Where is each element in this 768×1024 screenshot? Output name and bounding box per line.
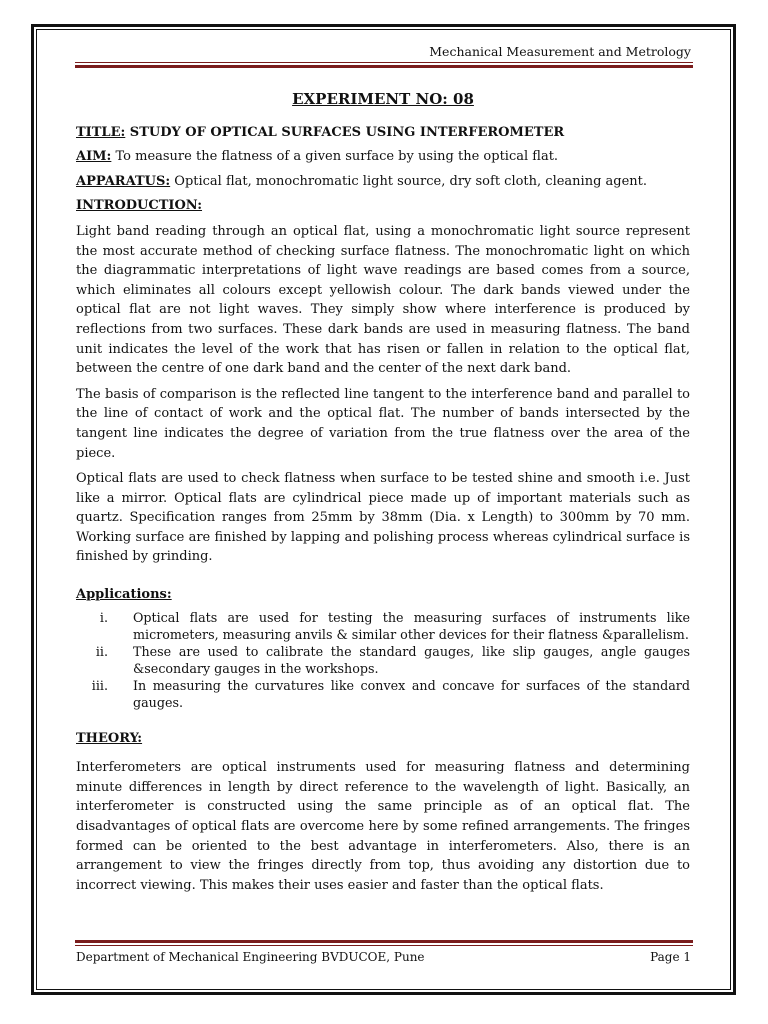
list-item-number: iii.: [91, 677, 108, 693]
list-item-text: In measuring the curvatures like convex and concave for surfaces of the standard gauges.: [133, 677, 690, 710]
theory-paragraph: Interferometers are optical instruments used for measuring flatness and determining minute differences in length by direct reference to the wavelength of light. Basically, an interferometer is constructed using the same principle as of an optical flat. The disadvantages of optical flats are overcome here by some refined arrangements. The fringes formed can be oriented to the best advantage in interferometers. Also, there is an arrangement to view the fringes directly from top, thus avoiding any distortion due to incorrect viewing. This makes their uses easier and faster than the optical flats.: [76, 760, 690, 893]
title-label: TITLE:: [76, 124, 126, 140]
header-title: Mechanical Measurement and Metrology: [429, 44, 691, 59]
list-item: [76, 643, 690, 677]
footer-page-number: Page 1: [650, 950, 691, 964]
introduction-paragraph-2: The basis of comparison is the reflected line tangent to the interference band and parallel to the line of contact of work and the optical flat. The number of bands intersected by the tangent line indicates the degree of variation from the true flatness over the area of the piece.: [76, 386, 690, 461]
theory-heading: THEORY:: [76, 730, 143, 746]
apparatus-text: Optical flat, monochromatic light source, dry soft cloth, cleaning agent.: [170, 173, 648, 189]
list-item: [76, 677, 690, 711]
title-line: [76, 123, 690, 143]
introduction-paragraph-1: Light band reading through an optical flat, using a monochromatic light source represent the most accurate method of checking surface flatness. The monochromatic light on which the diagrammatic interpretations of light wave readings are based comes from a source, which eliminates all colours except yellowish colour. The dark bands viewed under the optical flat are not light waves. They simply show where interference is produced by reflections from two surfaces. These dark bands are used in measuring flatness. The band unit indicates the level of the work that has risen or fallen in relation to the optical flat, between the centre of one dark band and the center of the next dark band.: [76, 223, 690, 377]
experiment-title: EXPERIMENT NO: 08: [292, 90, 474, 108]
applications-list: [76, 609, 690, 711]
introduction-heading: INTRODUCTION:: [76, 198, 203, 214]
apparatus-label: APPARATUS:: [76, 173, 171, 189]
applications-heading: Applications:: [76, 587, 172, 603]
footer-rule-thin: [75, 945, 693, 946]
list-item-number: i.: [99, 609, 108, 625]
list-item-text: Optical flats are used for testing the measuring surfaces of instruments like micrometers, measuring anvils & similar other devices for their flatness &parallelism.: [133, 609, 690, 642]
list-item-number: ii.: [95, 643, 108, 659]
aim-line: [76, 147, 690, 167]
aim-text: To measure the flatness of a given surface by using the optical flat.: [111, 149, 559, 165]
header-rule-thick: [75, 65, 693, 68]
introduction-paragraph-3: Optical flats are used to check flatness when surface to be tested shine and smooth i.e. Just like a mirror. Optical flats are cylindrical piece made up of important materials such as quartz. Specification ranges from 25mm by 38mm (Dia. x Length) to 300mm by 70 mm. Working surface are finished by lapping and polishing process whereas cylindrical surface is finished by grinding.: [76, 471, 690, 565]
aim-label: AIM:: [76, 149, 112, 165]
apparatus-line: [76, 172, 690, 192]
document-body: [76, 90, 690, 901]
footer-department: Department of Mechanical Engineering BVDUCOE, Pune: [76, 950, 425, 964]
footer-rule-thick: [75, 940, 693, 943]
title-text: STUDY OF OPTICAL SURFACES USING INTERFEROMETER: [125, 124, 565, 140]
header-rule-thin: [75, 62, 693, 63]
list-item-text: These are used to calibrate the standard gauges, like slip gauges, angle gauges &secondary gauges in the workshops.: [133, 643, 690, 676]
list-item: [76, 609, 690, 643]
